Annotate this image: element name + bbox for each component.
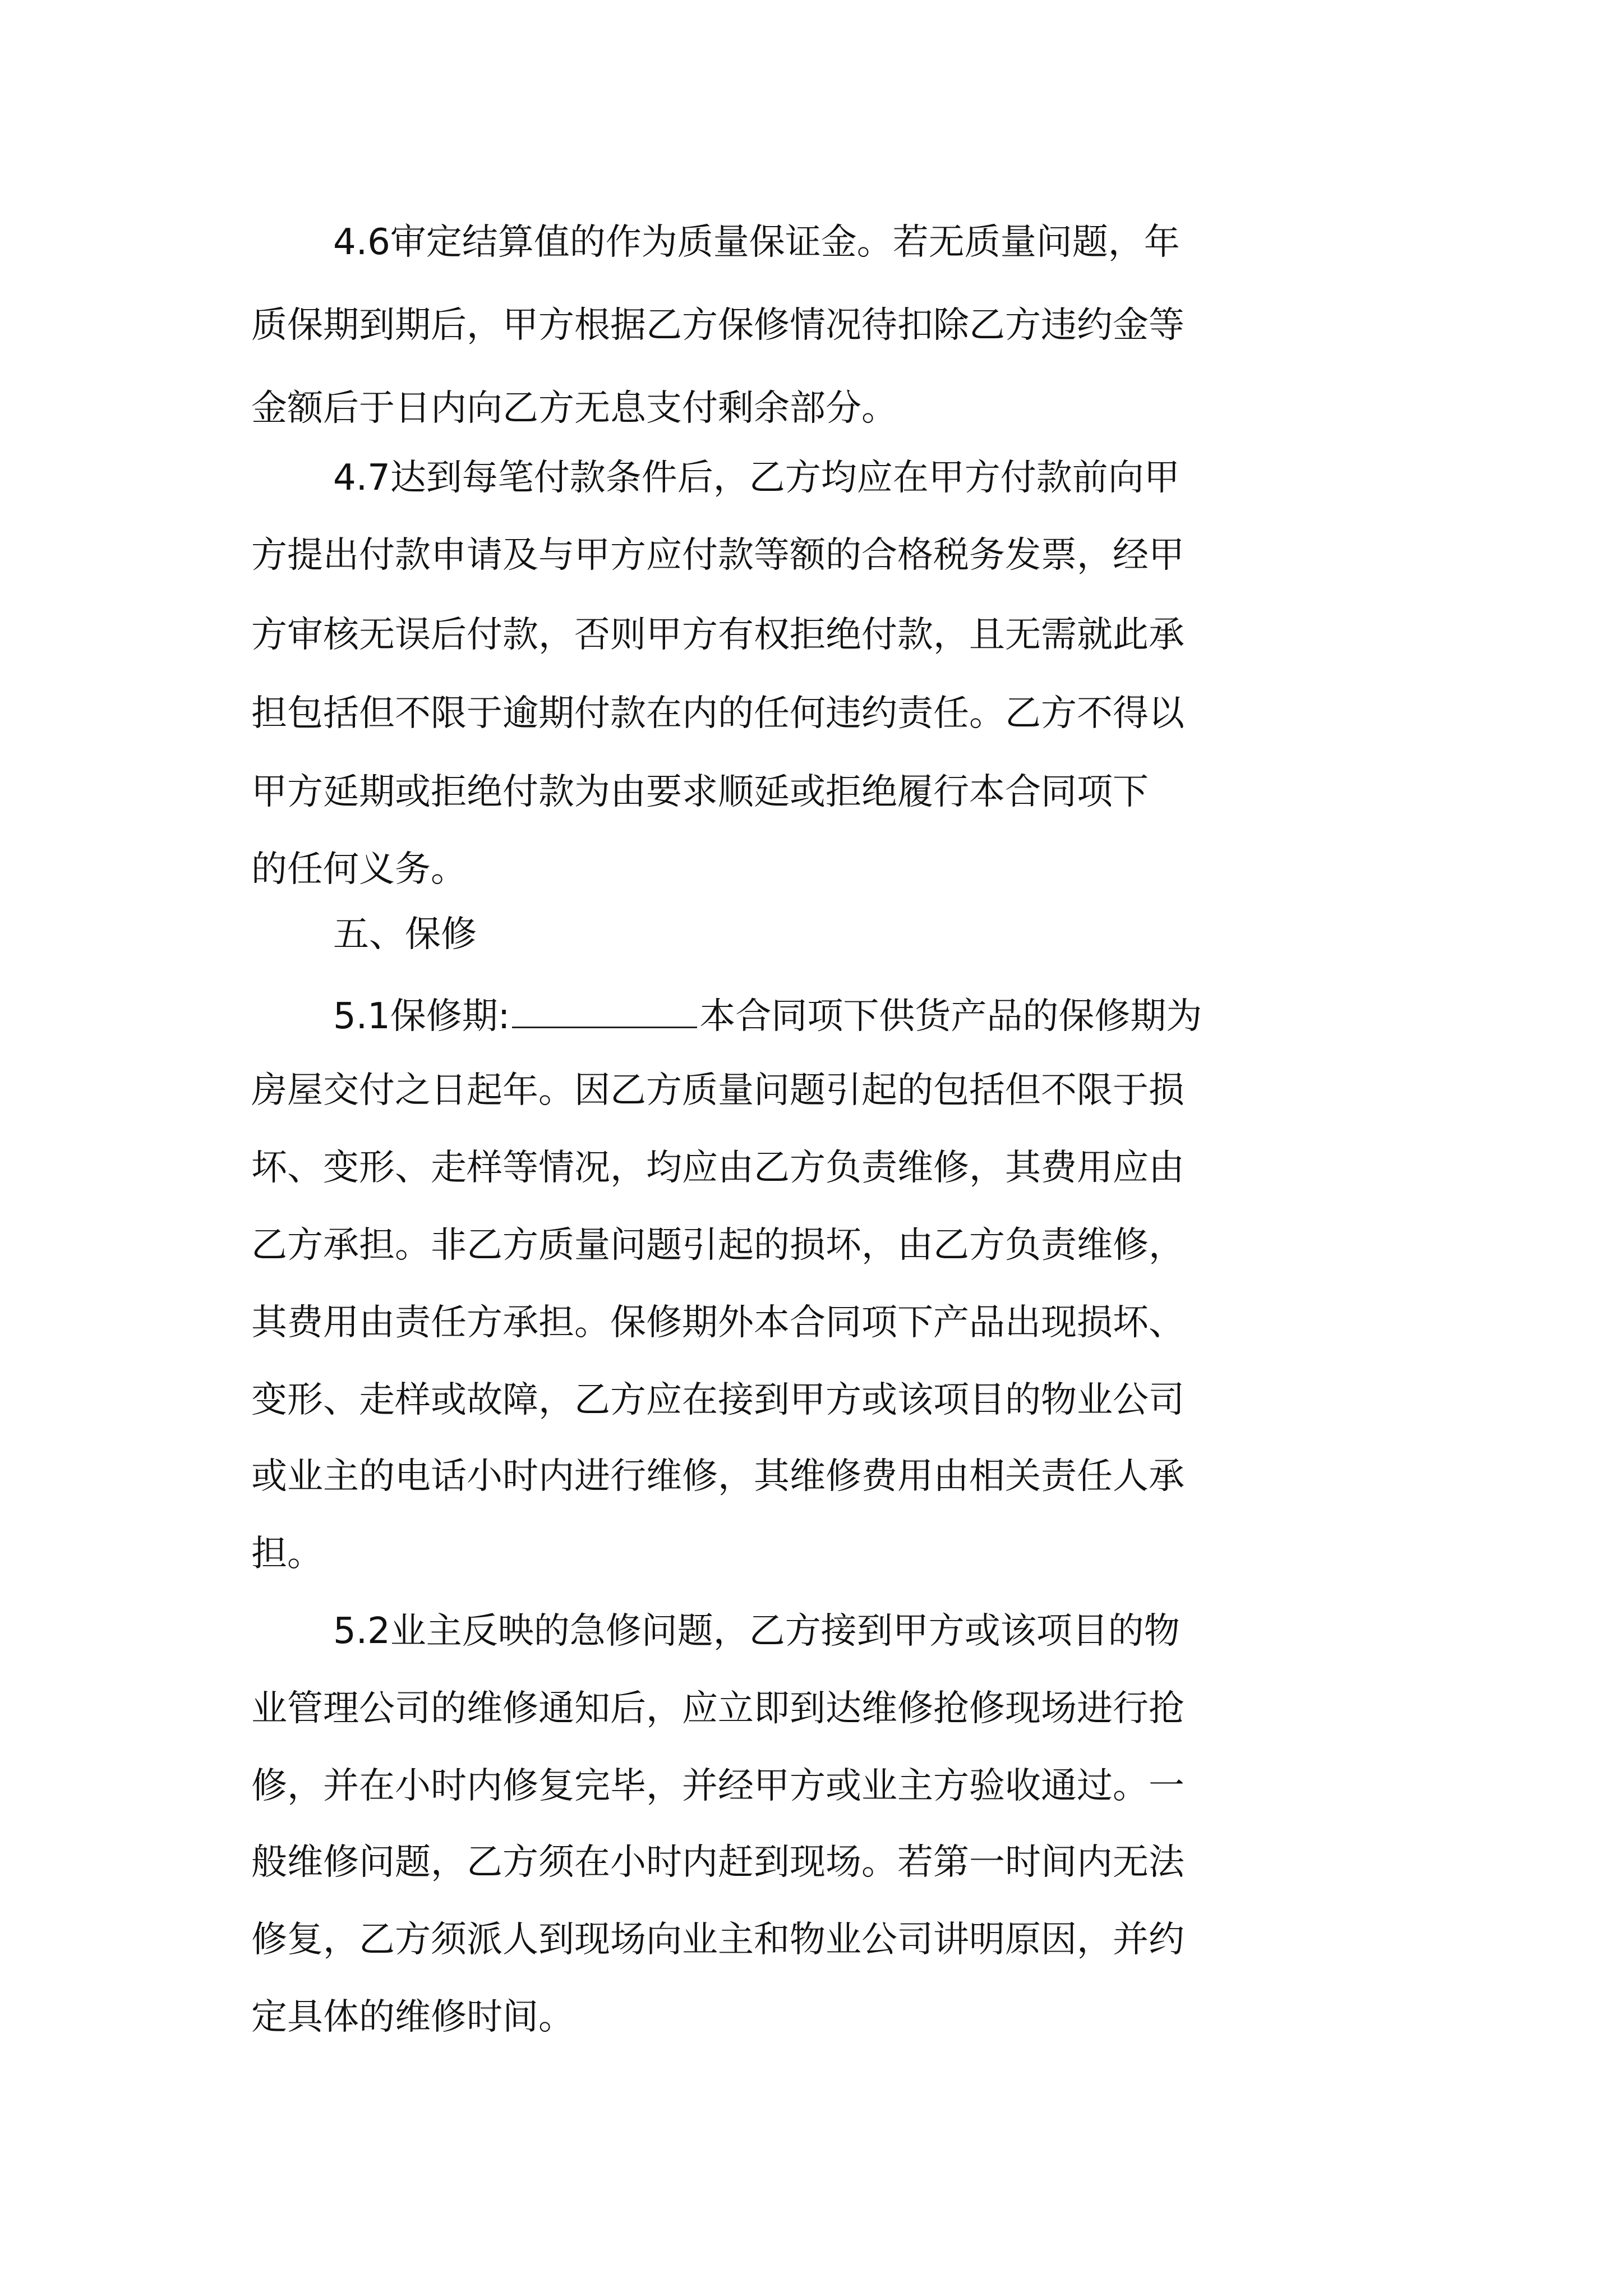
para-5-2-line-4: 般维修问题，乙方须在小时内赶到现场。若第一时间内无法 <box>251 1842 1184 1883</box>
para-4-6-line-1: 4.6审定结算值的作为质量保证金。若无质量问题，年 <box>333 222 1180 263</box>
para-5-1-line-5: 其费用由责任方承担。保修期外本合同项下产品出现损坏、 <box>251 1302 1184 1343</box>
para-5-1-line-7: 或业主的电话小时内进行维修，其维修费用由相关责任人承 <box>251 1456 1184 1497</box>
para-5-2-line-2: 业管理公司的维修通知后，应立即到达维修抢修现场进行抢 <box>251 1688 1184 1729</box>
para-4-7-line-4: 担包括但不限于逾期付款在内的任何违约责任。乙方不得以 <box>251 693 1184 734</box>
para-5-1-line-6: 变形、走样或故障，乙方应在接到甲方或该项目的物业公司 <box>251 1379 1184 1421</box>
para-4-7-line-2: 方提出付款申请及与甲方应付款等额的合格税务发票，经甲 <box>251 535 1184 576</box>
para-5-1-line-2: 房屋交付之日起年。因乙方质量问题引起的包括但不限于损 <box>251 1070 1184 1111</box>
para-5-1-line-8: 担。 <box>251 1533 323 1575</box>
clause-5-1-text: 本合同项下供货产品的保修期为 <box>699 996 1202 1037</box>
para-5-2-line-5: 修复，乙方须派人到现场向业主和物业公司讲明原因，并约 <box>251 1919 1184 1961</box>
para-4-7-line-1: 4.7达到每笔付款条件后，乙方均应在甲方付款前向甲 <box>333 457 1180 499</box>
para-5-1-line-3: 坏、变形、走样等情况，均应由乙方负责维修，其费用应由 <box>251 1147 1184 1189</box>
para-5-1-line-4: 乙方承担。非乙方质量问题引起的损坏，由乙方负责维修， <box>251 1225 1184 1266</box>
para-5-1-line-1 <box>333 992 1202 1039</box>
para-5-2-line-6: 定具体的维修时间。 <box>251 1996 574 2038</box>
para-4-6-line-2: 质保期到期后，甲方根据乙方保修情况待扣除乙方违约金等 <box>251 305 1184 346</box>
para-5-2-line-1: 5.2业主反映的急修问题，乙方接到甲方或该项目的物 <box>333 1611 1180 1652</box>
para-4-7-line-6: 的任何义务。 <box>251 849 467 890</box>
clause-5-1-label: 5.1保修期: <box>333 996 510 1037</box>
para-5-2-line-3: 修，并在小时内修复完毕，并经甲方或业主方验收通过。一 <box>251 1765 1184 1807</box>
para-4-6-line-3: 金额后于日内向乙方无息支付剩余部分。 <box>251 388 897 429</box>
para-4-7-line-3: 方审核无误后付款，否则甲方有权拒绝付款，且无需就此承 <box>251 614 1184 656</box>
section-5-heading: 五、保修 <box>333 914 477 955</box>
blank-underline <box>512 992 697 1028</box>
para-4-7-line-5: 甲方延期或拒绝付款为由要求顺延或拒绝履行本合同项下 <box>251 771 1149 813</box>
